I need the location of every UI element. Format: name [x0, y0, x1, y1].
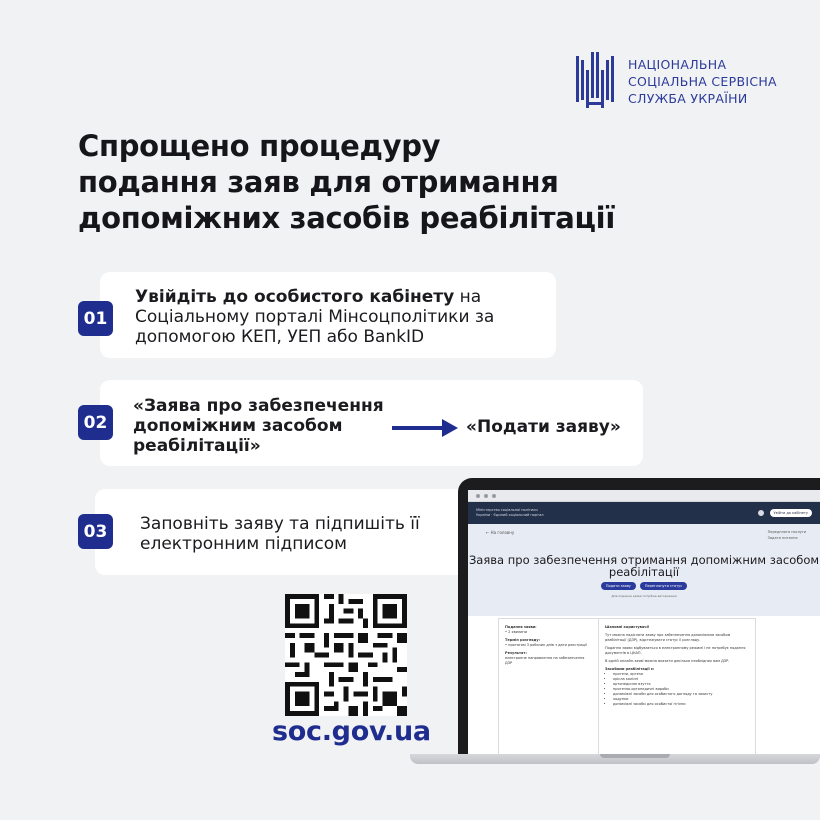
title-line-3: допоміжних засобів реабілітації [78, 201, 615, 235]
portal-header [468, 502, 820, 524]
step-1-bold: Увійдіть до особистого кабінету [135, 287, 455, 307]
rehab-list [605, 672, 749, 707]
hero-link-1[interactable]: Передплата послуги [767, 530, 806, 534]
info-value-2: • протягом 3 робочих днів з дати реєстрації [505, 643, 588, 647]
portal-title: Заява про забезпечення отримання допоміжним засобом реабілітації [468, 553, 820, 579]
list-item: • протези, ортези [613, 672, 749, 677]
check-status-button[interactable]: Переглянути статус [640, 582, 687, 590]
logo-line-3: СЛУЖБА УКРАЇНИ [628, 90, 748, 106]
hero-buttons [468, 582, 820, 590]
arrow-right-icon [392, 419, 458, 437]
logo-text [628, 56, 777, 107]
laptop-notch [600, 754, 670, 758]
list-item: • допоміжні засоби для особистої гігієни [613, 702, 749, 707]
portal-hero [468, 524, 820, 616]
step-target-2: «Подати заяву» [466, 417, 621, 437]
step-text-2: «Заява про забезпечення допоміжним засобом реабілітації» [133, 396, 384, 456]
info-label-2: Термін розгляду: [505, 638, 541, 642]
step-text-3: Заповніть заяву та підпишіть її електронним підписом [140, 514, 420, 554]
submit-application-button[interactable]: Подати заяву [601, 582, 636, 590]
browser-bar [468, 490, 820, 502]
paragraph-3: В одній онлайн-заяві можна вказати декілька необхідних вам ДЗР. [605, 659, 730, 663]
list-item: • крісла колісні [613, 677, 749, 682]
list-item: • ходунки [613, 697, 749, 702]
user-icon [758, 510, 764, 516]
hero-links [768, 529, 806, 541]
page-title [78, 128, 638, 236]
portal-brand: Міністерство соціальної політики України · Єдиний соціальний портал [476, 508, 544, 517]
laptop-screen [468, 490, 820, 754]
nssu-logo [574, 50, 777, 112]
title-line-2: подання заяв для отримання [78, 165, 559, 199]
info-value-3: електронне направлення на забезпечення ДЗР [505, 656, 585, 665]
list-item: • протезно-ортопедичні вироби [613, 687, 749, 692]
info-label-3: Результат: [505, 651, 527, 655]
back-link[interactable]: ← На головну [486, 530, 515, 535]
title-line-1: Спрощено процедуру [78, 129, 441, 163]
info-label-1: Подання заяви: [505, 625, 537, 629]
info-main [599, 619, 755, 754]
qr-code[interactable] [285, 594, 407, 716]
logo-line-1: НАЦІОНАЛЬНА [628, 56, 727, 72]
login-button[interactable]: Увійти до кабінету [770, 509, 812, 517]
list-item: • допоміжні засоби для особистого догляду та захисту [613, 692, 749, 697]
paragraph-1: Тут можна надіслати заяву про забезпечення допоміжним засобом реабілітації (ДЗР), відстежувати статус її розгляду. [605, 633, 731, 642]
trident-emblem-icon [574, 50, 616, 112]
hero-note: Для подання заяви потрібна авторизація [611, 594, 677, 598]
portal-content [498, 618, 756, 754]
step-1-rest: на Соціальному порталі Мінсоцполітики за допомогою КЕП, УЕП або BankID [135, 287, 495, 347]
hero-link-2[interactable]: Задати питання [767, 536, 798, 540]
website-link[interactable]: soc.gov.ua [272, 716, 431, 747]
info-sidebar [499, 619, 599, 754]
paragraph-2: Подання заяви відбувається в електронному режимі і не потребує подання документів в ЦНАП. [605, 646, 746, 655]
logo-line-2: СОЦІАЛЬНА СЕРВІСНА [628, 73, 777, 89]
step-number-3: 03 [78, 514, 113, 549]
list-item: • ортопедичне взуття [613, 682, 749, 687]
step-number-2: 02 [78, 405, 113, 440]
step-number-1: 01 [78, 301, 113, 336]
greeting: Шановні користувачі! [605, 625, 650, 629]
list-title: Засобами реабілітації є: [605, 667, 655, 671]
step-text-1 [135, 287, 545, 347]
qr-code-icon [285, 594, 407, 716]
info-value-1: • 2 хвилини [505, 630, 527, 634]
